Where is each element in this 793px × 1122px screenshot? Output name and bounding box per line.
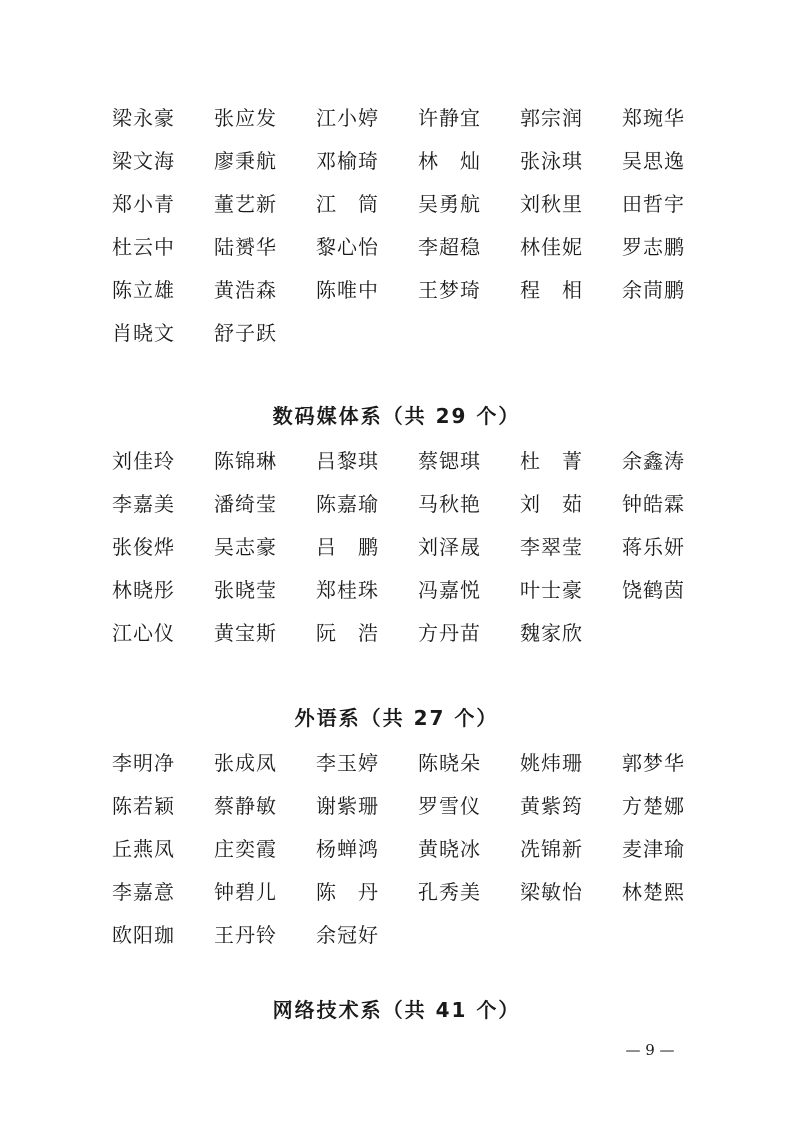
name-row [112, 439, 712, 482]
name-cell: 刘 茹 [520, 491, 583, 516]
name-row [112, 784, 712, 827]
name-row [112, 482, 712, 525]
name-row [112, 268, 712, 311]
name-cell: 江 筒 [316, 191, 379, 216]
name-cell: 杨蝉鸿 [316, 836, 379, 861]
name-cell: 陈若颖 [112, 793, 175, 818]
name-cell: 李明净 [112, 750, 175, 775]
name-cell: 丘燕凤 [112, 836, 175, 861]
name-cell: 黄浩森 [214, 277, 277, 302]
name-list-foreign-languages [112, 741, 712, 956]
name-cell: 吴思逸 [622, 148, 685, 173]
name-cell: 蔡锶琪 [418, 448, 481, 473]
name-list-continued [112, 96, 712, 354]
name-cell: 郑小青 [112, 191, 175, 216]
name-cell: 罗志鹏 [622, 234, 685, 259]
name-cell: 陆赟华 [214, 234, 277, 259]
name-cell: 林晓彤 [112, 577, 175, 602]
name-cell: 饶鹤茵 [622, 577, 685, 602]
name-cell: 李嘉美 [112, 491, 175, 516]
name-cell: 黄紫筠 [520, 793, 583, 818]
name-cell: 姚炜珊 [520, 750, 583, 775]
name-cell: 庄奕霞 [214, 836, 277, 861]
name-cell: 梁永豪 [112, 105, 175, 130]
name-cell: 李嘉意 [112, 879, 175, 904]
name-cell: 钟碧儿 [214, 879, 277, 904]
name-cell: 钟皓霖 [622, 491, 685, 516]
name-cell: 刘佳玲 [112, 448, 175, 473]
name-cell: 黄宝斯 [214, 620, 277, 645]
name-cell: 林 灿 [418, 148, 481, 173]
name-row [112, 568, 712, 611]
name-cell: 陈立雄 [112, 277, 175, 302]
name-cell: 孔秀美 [418, 879, 481, 904]
name-row [112, 913, 712, 956]
name-cell: 杜 菁 [520, 448, 583, 473]
name-cell: 张应发 [214, 105, 277, 130]
name-cell: 梁文海 [112, 148, 175, 173]
name-row [112, 139, 712, 182]
name-list-digital-media [112, 439, 712, 654]
name-row [112, 96, 712, 139]
section-heading-network-tech: 网络技术系（共 41 个） [272, 998, 521, 1022]
name-cell: 林楚熙 [622, 879, 685, 904]
name-cell: 陈唯中 [316, 277, 379, 302]
name-cell: 吴志豪 [214, 534, 277, 559]
name-cell: 吕 鹏 [316, 534, 379, 559]
name-row [112, 225, 712, 268]
page-number: — 9 — [625, 1041, 675, 1059]
name-cell: 方丹苗 [418, 620, 481, 645]
name-cell: 余茼鹏 [622, 277, 685, 302]
name-cell: 王丹铃 [214, 922, 277, 947]
name-cell: 张晓莹 [214, 577, 277, 602]
name-cell: 刘秋里 [520, 191, 583, 216]
name-cell: 郭宗润 [520, 105, 583, 130]
name-cell: 余冠好 [316, 922, 379, 947]
name-row [112, 827, 712, 870]
name-cell: 麦津瑜 [622, 836, 685, 861]
name-cell: 余鑫涛 [622, 448, 685, 473]
name-row [112, 611, 712, 654]
name-cell: 陈 丹 [316, 879, 379, 904]
name-cell: 阮 浩 [316, 620, 379, 645]
name-cell: 许静宜 [418, 105, 481, 130]
name-cell: 吴勇航 [418, 191, 481, 216]
name-cell: 刘泽晟 [418, 534, 481, 559]
name-cell: 陈锦琳 [214, 448, 277, 473]
name-cell: 谢紫珊 [316, 793, 379, 818]
name-cell: 张成凤 [214, 750, 277, 775]
name-row [112, 870, 712, 913]
name-cell: 郑桂珠 [316, 577, 379, 602]
name-cell: 梁敏怡 [520, 879, 583, 904]
name-cell: 潘绮莹 [214, 491, 277, 516]
name-cell: 罗雪仪 [418, 793, 481, 818]
name-cell: 叶士豪 [520, 577, 583, 602]
name-cell: 林佳妮 [520, 234, 583, 259]
name-cell: 张俊烨 [112, 534, 175, 559]
name-cell: 陈晓朵 [418, 750, 481, 775]
name-cell: 方楚娜 [622, 793, 685, 818]
name-cell: 江心仪 [112, 620, 175, 645]
name-cell: 程 相 [520, 277, 583, 302]
name-cell: 陈嘉瑜 [316, 491, 379, 516]
name-cell: 李超稳 [418, 234, 481, 259]
name-cell: 郑琬华 [622, 105, 685, 130]
section-heading-foreign-languages: 外语系（共 27 个） [294, 706, 499, 730]
name-cell: 蔡静敏 [214, 793, 277, 818]
name-cell: 王梦琦 [418, 277, 481, 302]
name-cell: 吕黎琪 [316, 448, 379, 473]
name-cell: 冯嘉悦 [418, 577, 481, 602]
name-cell: 魏家欣 [520, 620, 583, 645]
name-cell: 肖晓文 [112, 320, 175, 345]
name-cell: 郭梦华 [622, 750, 685, 775]
name-cell: 董艺新 [214, 191, 277, 216]
name-cell: 马秋艳 [418, 491, 481, 516]
name-row [112, 525, 712, 568]
name-cell: 李玉婷 [316, 750, 379, 775]
name-cell: 冼锦新 [520, 836, 583, 861]
name-row [112, 741, 712, 784]
name-row [112, 311, 712, 354]
name-cell: 李翠莹 [520, 534, 583, 559]
name-cell: 杜云中 [112, 234, 175, 259]
section-heading-digital-media: 数码媒体系（共 29 个） [272, 404, 521, 428]
name-row [112, 182, 712, 225]
name-cell: 黄晓冰 [418, 836, 481, 861]
name-cell: 田哲宇 [622, 191, 685, 216]
name-cell: 张泳琪 [520, 148, 583, 173]
name-cell: 江小婷 [316, 105, 379, 130]
name-cell: 黎心怡 [316, 234, 379, 259]
name-cell: 蒋乐妍 [622, 534, 685, 559]
name-cell: 舒子跃 [214, 320, 277, 345]
name-cell: 欧阳珈 [112, 922, 175, 947]
name-cell: 廖秉航 [214, 148, 277, 173]
name-cell: 邓榆琦 [316, 148, 379, 173]
